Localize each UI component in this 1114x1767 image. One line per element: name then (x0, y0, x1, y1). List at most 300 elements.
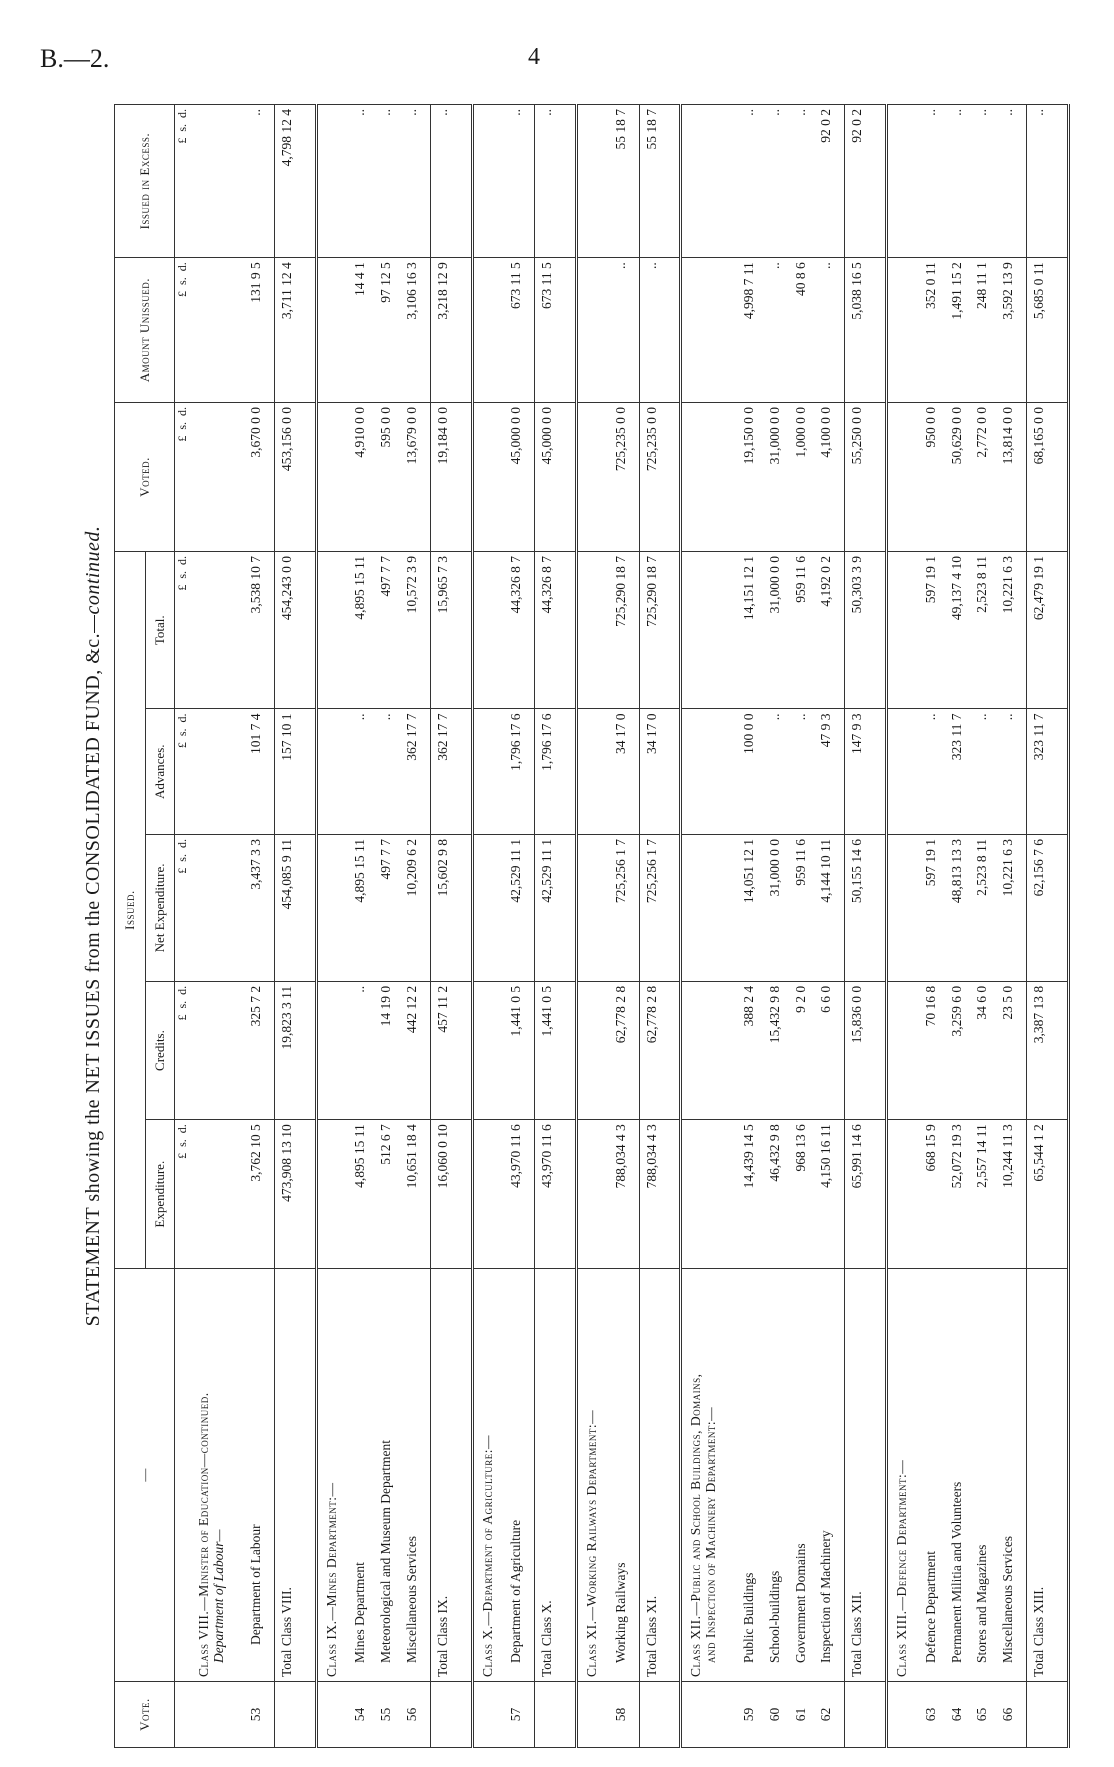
vote-number: 63 (923, 1682, 949, 1748)
vote-number: 54 (352, 1682, 378, 1748)
total-credits: 1,441 0 5 (535, 981, 577, 1119)
amount-excess: .. (378, 105, 404, 258)
total-voted: 45,000 0 0 (535, 403, 577, 552)
amount-advances: 323 11 7 (949, 709, 975, 835)
total-expenditure: 788,034 4 3 (639, 1120, 681, 1269)
total-unissued: 5,038 16 5 (845, 258, 887, 403)
amount-unissued: 4,998 7 11 (741, 258, 767, 403)
vote-cell (577, 1682, 613, 1748)
empty-cell (887, 403, 923, 552)
total-credits: 457 11 2 (430, 981, 472, 1119)
empty-cell (577, 981, 613, 1119)
amount-unissued: .. (767, 258, 793, 403)
total-total: 454,243 0 0 (274, 551, 316, 708)
vote-number: 57 (508, 1682, 535, 1748)
amount-expenditure: 4,150 16 11 (818, 1120, 845, 1269)
unit-cell-desc (175, 1269, 191, 1682)
credits-header: Credits. (146, 981, 175, 1119)
amount-expenditure: 4,895 15 11 (352, 1120, 378, 1269)
amount-net: 48,813 13 3 (949, 835, 975, 982)
amount-credits: 62,778 2 8 (613, 981, 640, 1119)
empty-cell (316, 981, 352, 1119)
empty-cell (887, 1120, 923, 1269)
amount-advances: 362 17 7 (404, 709, 431, 835)
vote-cell (274, 1682, 316, 1748)
amount-unissued: .. (818, 258, 845, 403)
empty-cell (316, 709, 352, 835)
amount-credits: 34 6 0 (974, 981, 1000, 1119)
unit-row (175, 105, 191, 1748)
empty-cell (316, 105, 352, 258)
empty-cell (887, 835, 923, 982)
unit-label: £ s. d. (175, 105, 191, 258)
total-net: 725,256 1 7 (639, 835, 681, 982)
vote-label: Government Domains (792, 1543, 808, 1664)
total-unissued: 3,218 12 9 (430, 258, 472, 403)
rotated-statement (80, 100, 1080, 1752)
empty-cell (190, 709, 248, 835)
empty-cell (577, 551, 613, 708)
amount-net: 10,221 6 3 (1000, 835, 1027, 982)
total-voted: 19,184 0 0 (430, 403, 472, 552)
empty-cell (887, 258, 923, 403)
vote-row (923, 105, 949, 1748)
vote-row (767, 105, 793, 1748)
amount-excess: 92 0 2 (818, 105, 845, 258)
amount-total: 959 11 6 (793, 551, 819, 708)
vote-description-cell (1000, 1269, 1027, 1682)
vote-row (818, 105, 845, 1748)
vote-cell (190, 1682, 248, 1748)
amount-voted: 19,150 0 0 (741, 403, 767, 552)
amount-excess: .. (248, 105, 275, 258)
vote-number: 64 (949, 1682, 975, 1748)
title-suffix: —continued. (82, 525, 104, 633)
total-expenditure: 16,060 0 10 (430, 1120, 472, 1269)
total-unissued: .. (639, 258, 681, 403)
amount-unissued: 97 12 5 (378, 258, 404, 403)
total-expenditure: 43,970 11 6 (535, 1120, 577, 1269)
vote-label: Department of Agriculture (508, 1519, 524, 1664)
total-net: 62,156 7 6 (1027, 835, 1069, 982)
class-total-row (274, 105, 316, 1748)
amount-total: 14,151 12 1 (741, 551, 767, 708)
unit-label: £ s. d. (175, 709, 191, 835)
vote-description-cell (923, 1269, 949, 1682)
class-heading-cell (887, 1269, 923, 1682)
amount-advances: 34 17 0 (613, 709, 640, 835)
empty-cell (316, 1120, 352, 1269)
vote-row (508, 105, 535, 1748)
class-heading: Class XIII.—Defence Department:— (894, 1459, 910, 1678)
amount-net: 3,437 3 3 (248, 835, 275, 982)
amount-net: 42,529 11 1 (508, 835, 535, 982)
amount-excess: .. (974, 105, 1000, 258)
voted-header: Voted. (115, 403, 175, 552)
statement-table (114, 104, 1070, 1748)
vote-row (404, 105, 431, 1748)
amount-unissued: 3,592 13 9 (1000, 258, 1027, 403)
total-credits: 15,836 0 0 (845, 981, 887, 1119)
total-net: 42,529 11 1 (535, 835, 577, 982)
amount-excess: .. (767, 105, 793, 258)
empty-cell (190, 105, 248, 258)
statement-title (80, 100, 106, 1752)
class-heading-row (681, 105, 741, 1748)
empty-cell (472, 105, 508, 258)
amount-credits: 23 5 0 (1000, 981, 1027, 1119)
class-total-row (845, 105, 887, 1748)
vote-label: Stores and Magazines (974, 1544, 990, 1664)
vote-number: 62 (818, 1682, 845, 1748)
class-heading: Class IX.—Mines Department:— (323, 1482, 339, 1678)
total-voted: 68,165 0 0 (1027, 403, 1069, 552)
amount-advances: 1,796 17 6 (508, 709, 535, 835)
unit-cell-vote (175, 1682, 191, 1748)
amount-credits: 442 12 2 (404, 981, 431, 1119)
amount-unissued: 673 11 5 (508, 258, 535, 403)
class-heading: Class X.—Department of Agriculture:— (479, 1434, 495, 1678)
amount-expenditure: 512 6 7 (378, 1120, 404, 1269)
vote-description-cell (818, 1269, 845, 1682)
empty-cell (681, 403, 741, 552)
amount-expenditure: 968 13 6 (793, 1120, 819, 1269)
empty-cell (577, 403, 613, 552)
empty-cell (887, 709, 923, 835)
amount-net: 31,000 0 0 (767, 835, 793, 982)
amount-credits: 9 2 0 (793, 981, 819, 1119)
class-total-label: Total Class X. (535, 1269, 577, 1682)
total-excess: .. (1027, 105, 1069, 258)
class-heading-row (577, 105, 613, 1748)
total-unissued: 673 11 5 (535, 258, 577, 403)
total-expenditure: 473,908 13 10 (274, 1120, 316, 1269)
vote-label: Department of Labour (247, 1524, 263, 1646)
vote-number: 58 (613, 1682, 640, 1748)
empty-cell (681, 258, 741, 403)
description-header: — (115, 1269, 175, 1682)
total-total: 44,326 8 7 (535, 551, 577, 708)
total-advances: 1,796 17 6 (535, 709, 577, 835)
unit-label: £ s. d. (175, 403, 191, 552)
amount-voted: 950 0 0 (923, 403, 949, 552)
amount-total: 597 19 1 (923, 551, 949, 708)
amount-unissued: 3,106 16 3 (404, 258, 431, 403)
amount-excess: 55 18 7 (613, 105, 640, 258)
amount-advances: .. (378, 709, 404, 835)
amount-voted: 4,100 0 0 (818, 403, 845, 552)
empty-cell (681, 981, 741, 1119)
amount-total: 31,000 0 0 (767, 551, 793, 708)
amount-excess: .. (1000, 105, 1027, 258)
amount-credits: 15,432 9 8 (767, 981, 793, 1119)
vote-row (352, 105, 378, 1748)
empty-cell (190, 981, 248, 1119)
amount-net: 597 19 1 (923, 835, 949, 982)
page-reference: B.—2. (40, 44, 110, 73)
amount-expenditure: 668 15 9 (923, 1120, 949, 1269)
amount-total: 4,192 0 2 (818, 551, 845, 708)
vote-number: 66 (1000, 1682, 1027, 1748)
amount-excess: .. (793, 105, 819, 258)
vote-cell (535, 1682, 577, 1748)
empty-cell (316, 551, 352, 708)
vote-header: Vote. (115, 1682, 175, 1748)
total-net: 50,155 14 6 (845, 835, 887, 982)
total-header: Total. (146, 551, 175, 708)
total-advances: 323 11 7 (1027, 709, 1069, 835)
vote-description-cell (508, 1269, 535, 1682)
empty-cell (190, 1120, 248, 1269)
empty-cell (681, 105, 741, 258)
total-expenditure: 65,991 14 6 (845, 1120, 887, 1269)
amount-excess: .. (741, 105, 767, 258)
amount-credits: 14 19 0 (378, 981, 404, 1119)
amount-expenditure: 788,034 4 3 (613, 1120, 640, 1269)
total-total: 62,479 19 1 (1027, 551, 1069, 708)
vote-row (949, 105, 975, 1748)
class-heading-row (887, 105, 923, 1748)
amount-net: 497 7 7 (378, 835, 404, 982)
class-total-label: Total Class XI. (639, 1269, 681, 1682)
vote-number: 59 (741, 1682, 767, 1748)
amount-expenditure: 52,072 19 3 (949, 1120, 975, 1269)
expenditure-header: Expenditure. (146, 1120, 175, 1269)
total-voted: 453,156 0 0 (274, 403, 316, 552)
vote-cell (316, 1682, 352, 1748)
vote-description-cell (949, 1269, 975, 1682)
class-total-label: Total Class XII. (845, 1269, 887, 1682)
vote-cell (472, 1682, 508, 1748)
total-advances: 157 10 1 (274, 709, 316, 835)
empty-cell (577, 258, 613, 403)
amount-total: 44,326 8 7 (508, 551, 535, 708)
empty-cell (887, 551, 923, 708)
amount-voted: 45,000 0 0 (508, 403, 535, 552)
amount-advances: .. (974, 709, 1000, 835)
empty-cell (316, 835, 352, 982)
issued-header: Issued. (115, 551, 146, 1268)
vote-label: Permanent Militia and Volunteers (948, 1481, 964, 1664)
amount-advances: 101 7 4 (248, 709, 275, 835)
amount-expenditure: 46,432 9 8 (767, 1120, 793, 1269)
vote-number: 65 (974, 1682, 1000, 1748)
vote-cell (681, 1682, 741, 1748)
unit-label: £ s. d. (175, 835, 191, 982)
empty-cell (577, 835, 613, 982)
amount-voted: 3,670 0 0 (248, 403, 275, 552)
total-excess: .. (430, 105, 472, 258)
class-total-label: Total Class VIII. (274, 1269, 316, 1682)
class-total-label: Total Class IX. (430, 1269, 472, 1682)
unit-label: £ s. d. (175, 1120, 191, 1269)
vote-label: Defence Department (922, 1550, 938, 1664)
vote-label: Mines Department (352, 1562, 368, 1664)
class-heading-row (190, 105, 248, 1748)
empty-cell (190, 551, 248, 708)
amount-credits: 3,259 6 0 (949, 981, 975, 1119)
amount-net: 959 11 6 (793, 835, 819, 982)
empty-cell (681, 709, 741, 835)
vote-description-cell (793, 1269, 819, 1682)
class-subheading: Department of Labour— (211, 1529, 226, 1664)
amount-total: 49,137 4 10 (949, 551, 975, 708)
class-total-row (639, 105, 681, 1748)
empty-cell (472, 551, 508, 708)
empty-cell (681, 1120, 741, 1269)
total-unissued: 5,685 0 11 (1027, 258, 1069, 403)
vote-label: Inspection of Machinery (818, 1530, 834, 1664)
amount-expenditure: 14,439 14 5 (741, 1120, 767, 1269)
amount-excess: .. (352, 105, 378, 258)
empty-cell (681, 551, 741, 708)
class-heading-cell (681, 1269, 741, 1682)
amount-total: 3,538 10 7 (248, 551, 275, 708)
vote-label: Working Railways (612, 1562, 628, 1664)
total-excess: 55 18 7 (639, 105, 681, 258)
vote-row (613, 105, 640, 1748)
amount-excess: .. (404, 105, 431, 258)
amount-excess: .. (923, 105, 949, 258)
vote-cell (1027, 1682, 1069, 1748)
class-heading-row (472, 105, 508, 1748)
vote-label: Meteorological and Museum Department (378, 1439, 394, 1664)
total-credits: 62,778 2 8 (639, 981, 681, 1119)
amount-expenditure: 43,970 11 6 (508, 1120, 535, 1269)
vote-row (974, 105, 1000, 1748)
amount-total: 2,523 8 11 (974, 551, 1000, 708)
amount-credits: 70 16 8 (923, 981, 949, 1119)
amount-credits: .. (352, 981, 378, 1119)
amount-net: 4,895 15 11 (352, 835, 378, 982)
vote-description-cell (352, 1269, 378, 1682)
amount-net: 10,209 6 2 (404, 835, 431, 982)
class-heading-cell (190, 1269, 248, 1682)
page-number: 4 (528, 44, 540, 70)
empty-cell (681, 835, 741, 982)
amount-credits: 325 7 2 (248, 981, 275, 1119)
total-total: 15,965 7 3 (430, 551, 472, 708)
empty-cell (887, 981, 923, 1119)
amount-total: 10,572 3 9 (404, 551, 431, 708)
amount-voted: 595 0 0 (378, 403, 404, 552)
vote-description-cell (613, 1269, 640, 1682)
amount-voted: 2,772 0 0 (974, 403, 1000, 552)
class-heading: Class XI.—Working Railways Department:— (584, 1409, 599, 1678)
total-total: 50,303 3 9 (845, 551, 887, 708)
amount-unissued-header: Amount Unissued. (115, 258, 175, 403)
amount-expenditure: 3,762 10 5 (248, 1120, 275, 1269)
empty-cell (472, 835, 508, 982)
amount-advances: .. (352, 709, 378, 835)
amount-expenditure: 2,557 14 11 (974, 1120, 1000, 1269)
title-main: STATEMENT showing the NET ISSUES from the CONSOLIDATED FUND, &c. (82, 632, 104, 1327)
amount-voted: 1,000 0 0 (793, 403, 819, 552)
amount-excess: .. (508, 105, 535, 258)
vote-label: Miscellaneous Services (403, 1535, 419, 1664)
vote-cell (845, 1682, 887, 1748)
vote-number: 61 (793, 1682, 819, 1748)
empty-cell (190, 403, 248, 552)
amount-credits: 388 2 4 (741, 981, 767, 1119)
empty-cell (190, 258, 248, 403)
vote-label: Public Buildings (741, 1572, 757, 1664)
amount-total: 10,221 6 3 (1000, 551, 1027, 708)
total-credits: 3,387 13 8 (1027, 981, 1069, 1119)
class-total-row (430, 105, 472, 1748)
empty-cell (577, 1120, 613, 1269)
total-excess: 4,798 12 4 (274, 105, 316, 258)
amount-unissued: 248 11 1 (974, 258, 1000, 403)
class-heading-row (316, 105, 352, 1748)
amount-voted: 4,910 0 0 (352, 403, 378, 552)
empty-cell (316, 403, 352, 552)
total-credits: 19,823 3 11 (274, 981, 316, 1119)
total-advances: 34 17 0 (639, 709, 681, 835)
amount-voted: 725,235 0 0 (613, 403, 640, 552)
amount-unissued: 40 8 6 (793, 258, 819, 403)
amount-unissued: 352 0 11 (923, 258, 949, 403)
vote-cell (639, 1682, 681, 1748)
empty-cell (472, 709, 508, 835)
class-heading-cell (316, 1269, 352, 1682)
net-expenditure-header: Net Expenditure. (146, 835, 175, 982)
unit-label: £ s. d. (175, 981, 191, 1119)
empty-cell (190, 835, 248, 982)
amount-advances: 47 9 3 (818, 709, 845, 835)
vote-cell (887, 1682, 923, 1748)
class-total-row (1027, 105, 1069, 1748)
amount-advances: .. (923, 709, 949, 835)
total-voted: 55,250 0 0 (845, 403, 887, 552)
class-total-label: Total Class XIII. (1027, 1269, 1069, 1682)
class-heading: Class VIII.—Minister of Education—continued. (196, 1392, 211, 1678)
vote-row (793, 105, 819, 1748)
empty-cell (577, 709, 613, 835)
vote-row (1000, 105, 1027, 1748)
total-advances: 362 17 7 (430, 709, 472, 835)
total-voted: 725,235 0 0 (639, 403, 681, 552)
amount-net: 725,256 1 7 (613, 835, 640, 982)
vote-number: 56 (404, 1682, 431, 1748)
amount-unissued: 14 4 1 (352, 258, 378, 403)
amount-voted: 50,629 0 0 (949, 403, 975, 552)
vote-row (741, 105, 767, 1748)
amount-voted: 13,814 0 0 (1000, 403, 1027, 552)
amount-unissued: 1,491 15 2 (949, 258, 975, 403)
total-net: 15,602 9 8 (430, 835, 472, 982)
amount-net: 14,051 12 1 (741, 835, 767, 982)
advances-header: Advances. (146, 709, 175, 835)
amount-expenditure: 10,244 11 3 (1000, 1120, 1027, 1269)
empty-cell (472, 981, 508, 1119)
amount-total: 725,290 18 7 (613, 551, 640, 708)
amount-expenditure: 10,651 18 4 (404, 1120, 431, 1269)
amount-total: 4,895 15 11 (352, 551, 378, 708)
empty-cell (887, 105, 923, 258)
vote-description-cell (378, 1269, 404, 1682)
amount-credits: 6 6 0 (818, 981, 845, 1119)
vote-label: School-buildings (766, 1570, 782, 1664)
amount-excess: .. (949, 105, 975, 258)
issued-in-excess-header: Issued in Excess. (115, 105, 175, 258)
total-excess: 92 0 2 (845, 105, 887, 258)
class-heading-cell (577, 1269, 613, 1682)
amount-advances: .. (767, 709, 793, 835)
vote-row (378, 105, 404, 1748)
amount-total: 497 7 7 (378, 551, 404, 708)
class-subheading: and Inspection of Machinery Department:— (703, 1406, 719, 1664)
